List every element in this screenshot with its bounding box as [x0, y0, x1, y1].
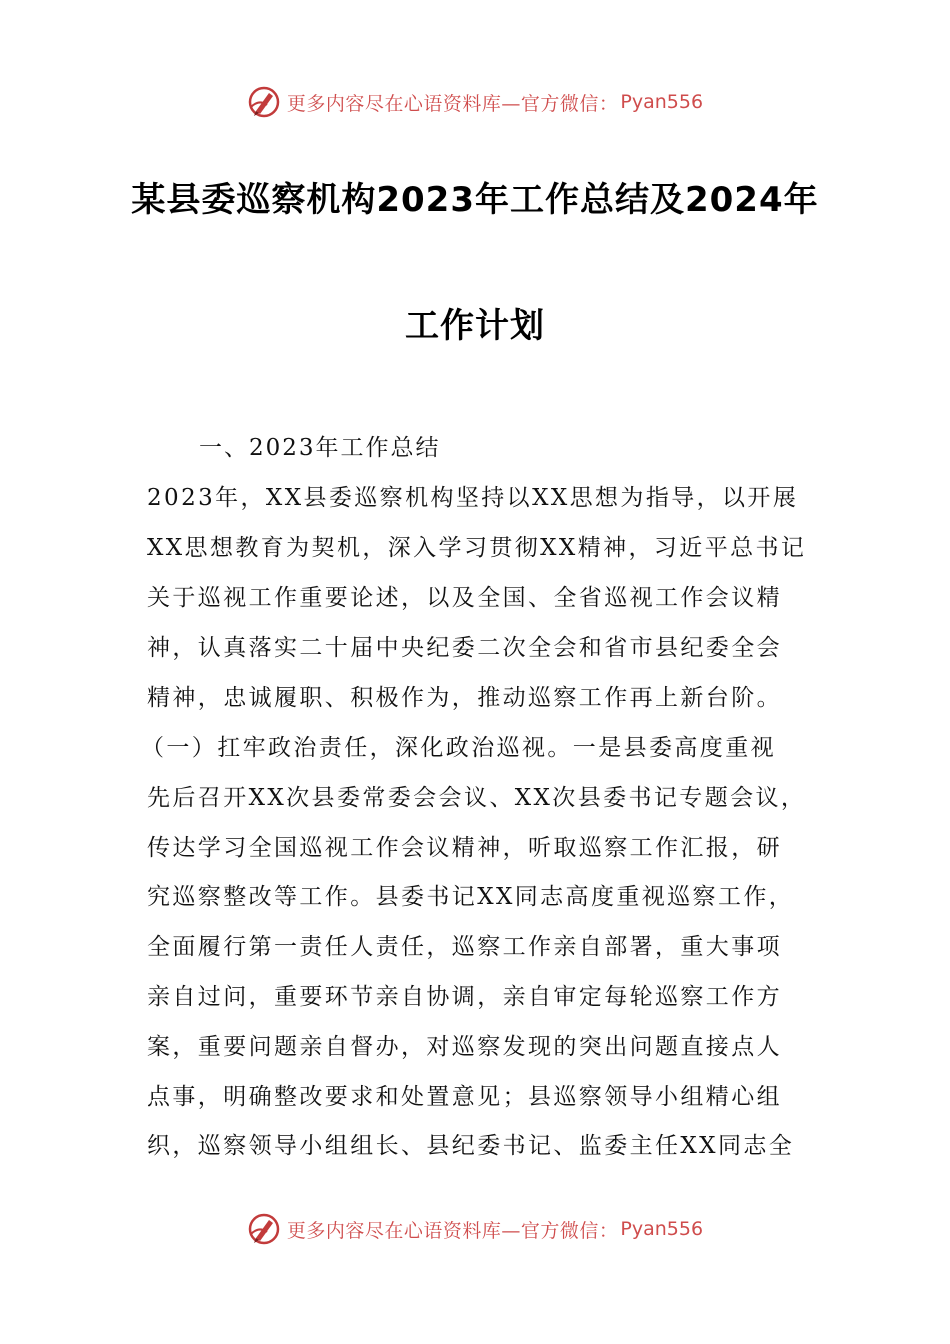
- body-line: 全面履行第一责任人责任，巡察工作亲自部署，重大事项: [147, 934, 782, 960]
- watermark-text: 更多内容尽在心语资料库—官方微信：: [286, 1219, 619, 1242]
- body-line: 神，认真落实二十届中央纪委二次全会和省市县纪委全会: [147, 635, 782, 661]
- pen-logo-icon: [247, 85, 281, 119]
- body-line: 精神，忠诚履职、积极作为，推动巡察工作再上新台阶。: [147, 685, 782, 711]
- body-line: XX思想教育为契机，深入学习贯彻XX精神，习近平总书记: [147, 535, 807, 561]
- watermark-text: 更多内容尽在心语资料库—官方微信：: [286, 92, 619, 115]
- watermark-contact: Pyan556: [620, 91, 704, 113]
- body-line: 织，巡察领导小组组长、县纪委书记、监委主任XX同志全: [147, 1133, 795, 1159]
- body-line: 先后召开XX次县委常委会会议、XX次县委书记专题会议，: [147, 785, 807, 811]
- body-line: 关于巡视工作重要论述，以及全国、全省巡视工作会议精: [147, 585, 782, 611]
- body-line: （一）扛牢政治责任，深化政治巡视。一是县委高度重视: [141, 735, 776, 761]
- body-line: 点事，明确整改要求和处置意见；县巡察领导小组精心组: [147, 1084, 782, 1110]
- document-title-line-1: 某县委巡察机构2023年工作总结及2024年: [131, 180, 819, 220]
- body-line: 究巡察整改等工作。县委书记XX同志高度重视巡察工作，: [147, 884, 795, 910]
- watermark-contact: Pyan556: [620, 1218, 704, 1240]
- watermark-banner-bottom: [0, 1209, 950, 1249]
- body-line: 案，重要问题亲自督办，对巡察发现的突出问题直接点人: [147, 1034, 782, 1060]
- document-title-line-2: 工作计划: [405, 306, 545, 346]
- body-line: 亲自过问，重要环节亲自协调，亲自审定每轮巡察工作方: [147, 984, 782, 1010]
- pen-logo-icon: [247, 1212, 281, 1246]
- body-line: 2023年，XX县委巡察机构坚持以XX思想为指导，以开展: [147, 485, 799, 511]
- section-heading: 一、2023年工作总结: [199, 435, 441, 461]
- body-line: 传达学习全国巡视工作会议精神，听取巡察工作汇报，研: [147, 835, 782, 861]
- watermark-banner-top: [0, 82, 950, 122]
